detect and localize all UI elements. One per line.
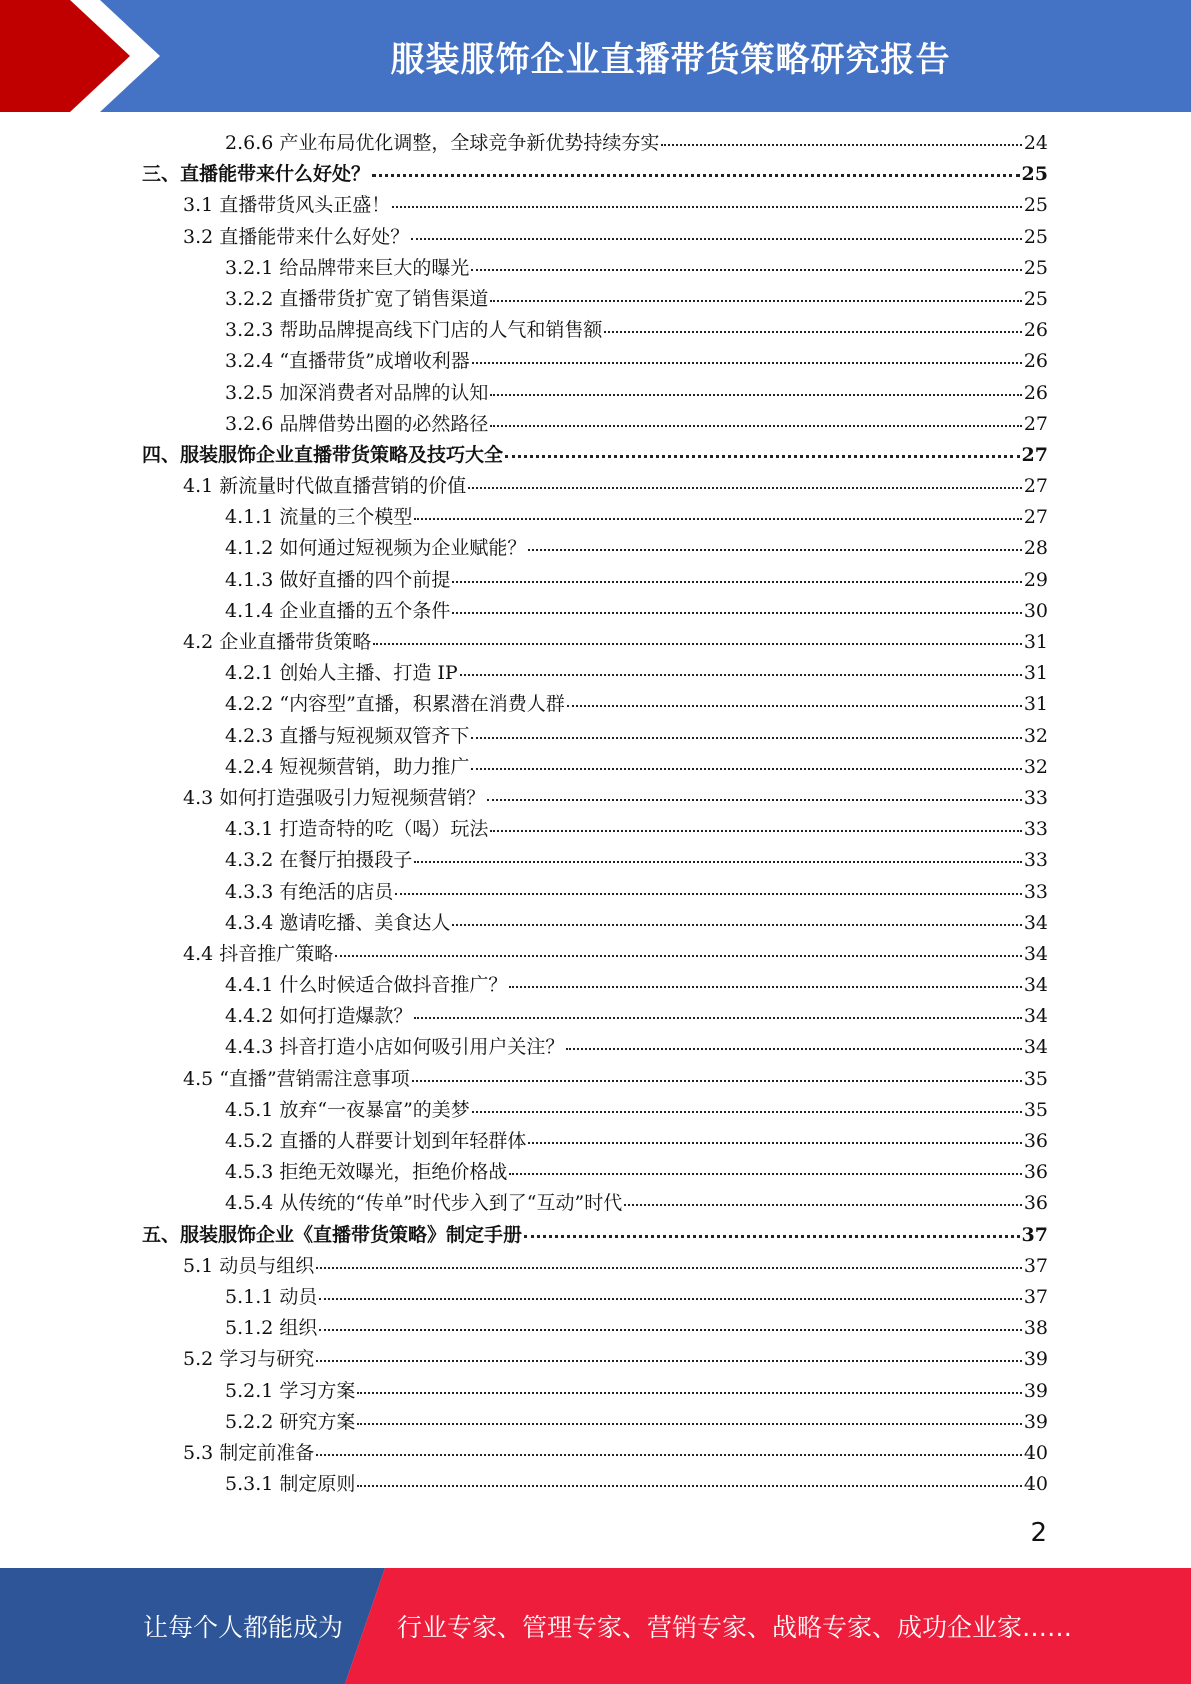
toc-entry[interactable] — [142, 1251, 1048, 1282]
dot-leader — [472, 361, 1022, 364]
dot-leader — [604, 330, 1021, 333]
toc-entry[interactable] — [142, 1095, 1048, 1126]
toc-entry[interactable] — [142, 970, 1048, 1001]
toc-entry[interactable] — [142, 721, 1048, 752]
toc-entry-page: 33 — [1023, 786, 1048, 809]
toc-entry[interactable] — [142, 1157, 1048, 1188]
toc-entry-label: 5.2 学习与研究 — [183, 1348, 315, 1371]
dot-leader — [472, 1110, 1022, 1113]
toc-entry[interactable] — [142, 1438, 1048, 1469]
dot-leader — [414, 517, 1021, 520]
toc-entry[interactable] — [142, 908, 1048, 939]
toc-entry-page: 32 — [1023, 755, 1048, 778]
toc-entry[interactable] — [142, 190, 1048, 221]
dot-leader — [468, 486, 1022, 489]
toc-entry[interactable] — [142, 253, 1048, 284]
toc-entry[interactable] — [142, 502, 1048, 533]
dot-leader — [319, 1328, 1021, 1331]
toc-entry-page: 34 — [1023, 1036, 1048, 1059]
toc-entry-page: 27 — [1023, 412, 1048, 435]
toc-entry-label: 3.2.1 给品牌带来巨大的曝光 — [225, 256, 470, 279]
dot-leader — [490, 299, 1021, 302]
toc-entry[interactable] — [142, 596, 1048, 627]
footer-banner — [0, 1568, 1191, 1684]
toc-entry-page: 34 — [1023, 942, 1048, 965]
toc-entry[interactable] — [142, 939, 1048, 970]
toc-entry-label: 3.2.2 直播带货扩宽了销售渠道 — [225, 287, 489, 310]
dot-leader — [490, 424, 1021, 427]
toc-entry-page: 31 — [1023, 662, 1048, 685]
toc-entry-label: 4.4.2 如何打造爆款？ — [225, 1005, 413, 1028]
toc-entry[interactable] — [142, 1220, 1048, 1251]
toc-entry-page: 39 — [1023, 1410, 1048, 1433]
dot-leader — [528, 548, 1021, 551]
toc-entry[interactable] — [142, 1282, 1048, 1313]
toc-entry-page: 32 — [1023, 724, 1048, 747]
toc-entry-page: 35 — [1023, 1098, 1048, 1121]
toc-entry-label: 4.5.4 从传统的“传单”时代步入到了“互动”时代 — [225, 1192, 623, 1215]
toc-entry[interactable] — [142, 315, 1048, 346]
toc-entry[interactable] — [142, 877, 1048, 908]
toc-entry[interactable] — [142, 1313, 1048, 1344]
toc-entry-label: 3.2.3 帮助品牌提高线下门店的人气和销售额 — [225, 319, 603, 342]
toc-entry-page: 25 — [1023, 256, 1048, 279]
dot-leader — [357, 1422, 1021, 1425]
toc-entry-page: 39 — [1023, 1348, 1048, 1371]
toc-entry[interactable] — [142, 1032, 1048, 1063]
dot-leader — [411, 237, 1022, 240]
toc-entry-label: 4.5.1 放弃“一夜暴富”的美梦 — [225, 1098, 470, 1121]
toc-entry-label: 3.2.4 “直播带货”成增收利器 — [225, 350, 470, 373]
toc-entry[interactable] — [142, 752, 1048, 783]
header-banner — [0, 0, 1191, 112]
toc-entry-label: 4.4 抖音推广策略 — [183, 942, 334, 965]
toc-entry-page: 34 — [1023, 911, 1048, 934]
dot-leader — [490, 829, 1021, 832]
dot-leader — [357, 1391, 1021, 1394]
dot-leader — [319, 1297, 1021, 1300]
toc-entry-label: 3.2 直播能带来什么好处？ — [183, 225, 410, 248]
dot-leader — [490, 393, 1021, 396]
toc-entry-label: 3.1 直播带货风头正盛！ — [183, 194, 391, 217]
toc-entry-page: 39 — [1023, 1379, 1048, 1402]
toc-entry[interactable] — [142, 783, 1048, 814]
chevron-arrow-icon — [0, 0, 160, 112]
toc-entry-label: 4.2.4 短视频营销，助力推广 — [225, 755, 470, 778]
toc-entry-page: 37 — [1023, 1254, 1048, 1277]
toc-entry[interactable] — [142, 1344, 1048, 1375]
toc-entry-label: 4.2.1 创始人主播、打造 IP — [225, 662, 458, 685]
dot-leader — [460, 673, 1022, 676]
toc-entry-page: 27 — [1023, 475, 1048, 498]
dot-leader — [373, 642, 1022, 645]
toc-entry[interactable] — [142, 1376, 1048, 1407]
toc-entry[interactable] — [142, 1001, 1048, 1032]
toc-entry-page: 40 — [1023, 1441, 1048, 1464]
toc-entry-page: 33 — [1023, 880, 1048, 903]
dot-leader — [471, 268, 1021, 271]
footer-slogan-left: 让每个人都能成为 — [143, 1613, 344, 1642]
toc-entry-page: 31 — [1023, 631, 1048, 653]
toc-entry-label: 5.1.2 组织 — [225, 1317, 318, 1340]
toc-entry-label: 4.5.3 拒绝无效曝光，拒绝价格战 — [225, 1161, 508, 1184]
toc-entry-label: 3.2.5 加深消费者对品牌的认知 — [225, 381, 489, 404]
toc-entry-page: 25 — [1023, 194, 1048, 217]
toc-entry[interactable] — [142, 159, 1048, 190]
toc-entry-page: 33 — [1023, 818, 1048, 841]
toc-entry[interactable] — [142, 658, 1048, 689]
toc-entry-label: 3.2.6 品牌借势出圈的必然路径 — [225, 412, 489, 435]
dot-leader — [316, 1266, 1022, 1269]
toc-entry-label: 4.3 如何打造强吸引力短视频营销？ — [183, 786, 486, 809]
toc-entry-label: 4.1.4 企业直播的五个条件 — [225, 599, 451, 622]
toc-entry[interactable] — [142, 346, 1048, 377]
toc-entry-page: 27 — [1021, 443, 1048, 466]
toc-entry[interactable] — [142, 471, 1048, 502]
toc-entry[interactable] — [142, 284, 1048, 315]
toc-entry-label: 4.4.1 什么时候适合做抖音推广？ — [225, 974, 508, 997]
toc-entry-label: 4.5.2 直播的人群要计划到年轻群体 — [225, 1130, 527, 1152]
toc-entry-label: 五、服装服饰企业《直播带货策略》制定手册 — [142, 1223, 523, 1246]
toc-entry-page: 29 — [1023, 568, 1048, 591]
dot-leader — [414, 1016, 1021, 1019]
toc-entry-label: 4.2.2 “内容型”直播，积累潜在消费人群 — [225, 693, 565, 716]
dot-leader — [412, 1079, 1022, 1082]
toc-entry[interactable] — [142, 814, 1048, 845]
toc-entry[interactable] — [142, 565, 1048, 596]
dot-leader — [414, 860, 1021, 863]
toc-entry-label: 4.2 企业直播带货策略 — [183, 631, 372, 653]
toc-entry-label: 4.1.3 做好直播的四个前提 — [225, 568, 451, 591]
dot-leader — [357, 1484, 1021, 1487]
toc-entry[interactable] — [142, 1064, 1048, 1095]
toc-entry-label: 5.3.1 制定原则 — [225, 1473, 356, 1496]
toc-entry-page: 36 — [1023, 1130, 1048, 1152]
toc-entry-label: 4.2.3 直播与短视频双管齐下 — [225, 724, 470, 747]
toc-entry[interactable] — [142, 1469, 1048, 1500]
toc-entry-page: 25 — [1021, 163, 1048, 186]
dot-leader — [452, 611, 1021, 614]
toc-entry-label: 4.5 “直播”营销需注意事项 — [183, 1067, 410, 1090]
toc-entry[interactable] — [142, 533, 1048, 564]
toc-entry[interactable] — [142, 1188, 1048, 1219]
dot-leader — [316, 1453, 1022, 1456]
dot-leader — [452, 580, 1021, 583]
toc-entry-page: 37 — [1021, 1223, 1048, 1246]
dot-leader — [487, 798, 1022, 801]
toc-entry[interactable] — [142, 1407, 1048, 1438]
toc-entry[interactable] — [142, 845, 1048, 876]
toc-entry-page: 26 — [1023, 319, 1048, 342]
toc-entry-page: 36 — [1023, 1161, 1048, 1184]
dot-leader — [471, 767, 1021, 770]
toc-entry[interactable] — [142, 627, 1048, 658]
toc-entry-page: 28 — [1023, 537, 1048, 560]
toc-entry-page: 31 — [1023, 693, 1048, 716]
toc-entry[interactable] — [142, 128, 1048, 159]
toc-entry-label: 4.4.3 抖音打造小店如何吸引用户关注？ — [225, 1036, 565, 1059]
toc-entry[interactable] — [142, 440, 1048, 471]
dot-leader — [566, 1047, 1021, 1050]
toc-entry-label: 2.6.6 产业布局优化调整，全球竞争新优势持续夯实 — [225, 132, 660, 154]
toc-entry-label: 5.2.2 研究方案 — [225, 1410, 356, 1433]
dot-leader — [392, 205, 1022, 208]
toc-entry-page: 33 — [1023, 849, 1048, 872]
toc-entry[interactable] — [142, 222, 1048, 253]
toc-entry-page: 26 — [1023, 381, 1048, 404]
dot-leader — [372, 173, 1020, 177]
dot-leader — [624, 1203, 1022, 1206]
toc-entry-label: 4.1 新流量时代做直播营销的价值 — [183, 475, 467, 498]
toc-entry-label: 4.1.1 流量的三个模型 — [225, 506, 413, 529]
report-title: 服装服饰企业直播带货策略研究报告 — [390, 39, 951, 80]
toc-entry-page: 36 — [1023, 1192, 1048, 1215]
dot-leader — [567, 704, 1022, 707]
toc-entry-page: 26 — [1023, 350, 1048, 373]
toc-entry-page: 37 — [1023, 1285, 1048, 1308]
dot-leader — [509, 985, 1021, 988]
toc-entry[interactable] — [142, 378, 1048, 409]
toc-entry-label: 5.1 动员与组织 — [183, 1254, 315, 1277]
footer-slogan-right: 行业专家、管理专家、营销专家、战略专家、成功企业家…… — [397, 1613, 1073, 1642]
table-of-contents — [142, 128, 1048, 1500]
toc-entry-label: 5.2.1 学习方案 — [225, 1379, 356, 1402]
toc-entry-page: 34 — [1023, 974, 1048, 997]
toc-entry-page: 34 — [1023, 1005, 1048, 1028]
dot-leader — [452, 923, 1021, 926]
toc-entry-page: 30 — [1023, 599, 1048, 622]
dot-leader — [524, 1234, 1020, 1238]
toc-entry-label: 4.3.3 有绝活的店员 — [225, 880, 394, 903]
toc-entry-label: 四、服装服饰企业直播带货策略及技巧大全 — [142, 443, 504, 466]
toc-entry-label: 4.1.2 如何通过短视频为企业赋能？ — [225, 537, 527, 560]
toc-entry-page: 24 — [1023, 132, 1048, 154]
toc-entry-label: 4.3.1 打造奇特的吃（喝）玩法 — [225, 818, 489, 841]
toc-entry-label: 4.3.4 邀请吃播、美食达人 — [225, 911, 451, 934]
toc-entry-page: 38 — [1023, 1317, 1048, 1340]
toc-entry-label: 4.3.2 在餐厅拍摄段子 — [225, 849, 413, 872]
toc-entry[interactable] — [142, 1126, 1048, 1157]
toc-entry-page: 25 — [1023, 287, 1048, 310]
dot-leader — [505, 454, 1020, 458]
dot-leader — [509, 1172, 1021, 1175]
toc-entry[interactable] — [142, 409, 1048, 440]
toc-entry-label: 三、直播能带来什么好处？ — [142, 163, 371, 186]
toc-entry-page: 25 — [1023, 225, 1048, 248]
dot-leader — [471, 736, 1021, 739]
dot-leader — [395, 892, 1021, 895]
page-number: 2 — [1030, 1518, 1047, 1548]
toc-entry-label: 5.3 制定前准备 — [183, 1441, 315, 1464]
toc-entry-page: 40 — [1023, 1473, 1048, 1496]
toc-entry-page: 27 — [1023, 506, 1048, 529]
toc-entry[interactable] — [142, 689, 1048, 720]
dot-leader — [661, 143, 1021, 146]
toc-entry-label: 5.1.1 动员 — [225, 1285, 318, 1308]
dot-leader — [335, 954, 1022, 957]
dot-leader — [316, 1359, 1022, 1362]
dot-leader — [528, 1141, 1021, 1144]
toc-entry-page: 35 — [1023, 1067, 1048, 1090]
